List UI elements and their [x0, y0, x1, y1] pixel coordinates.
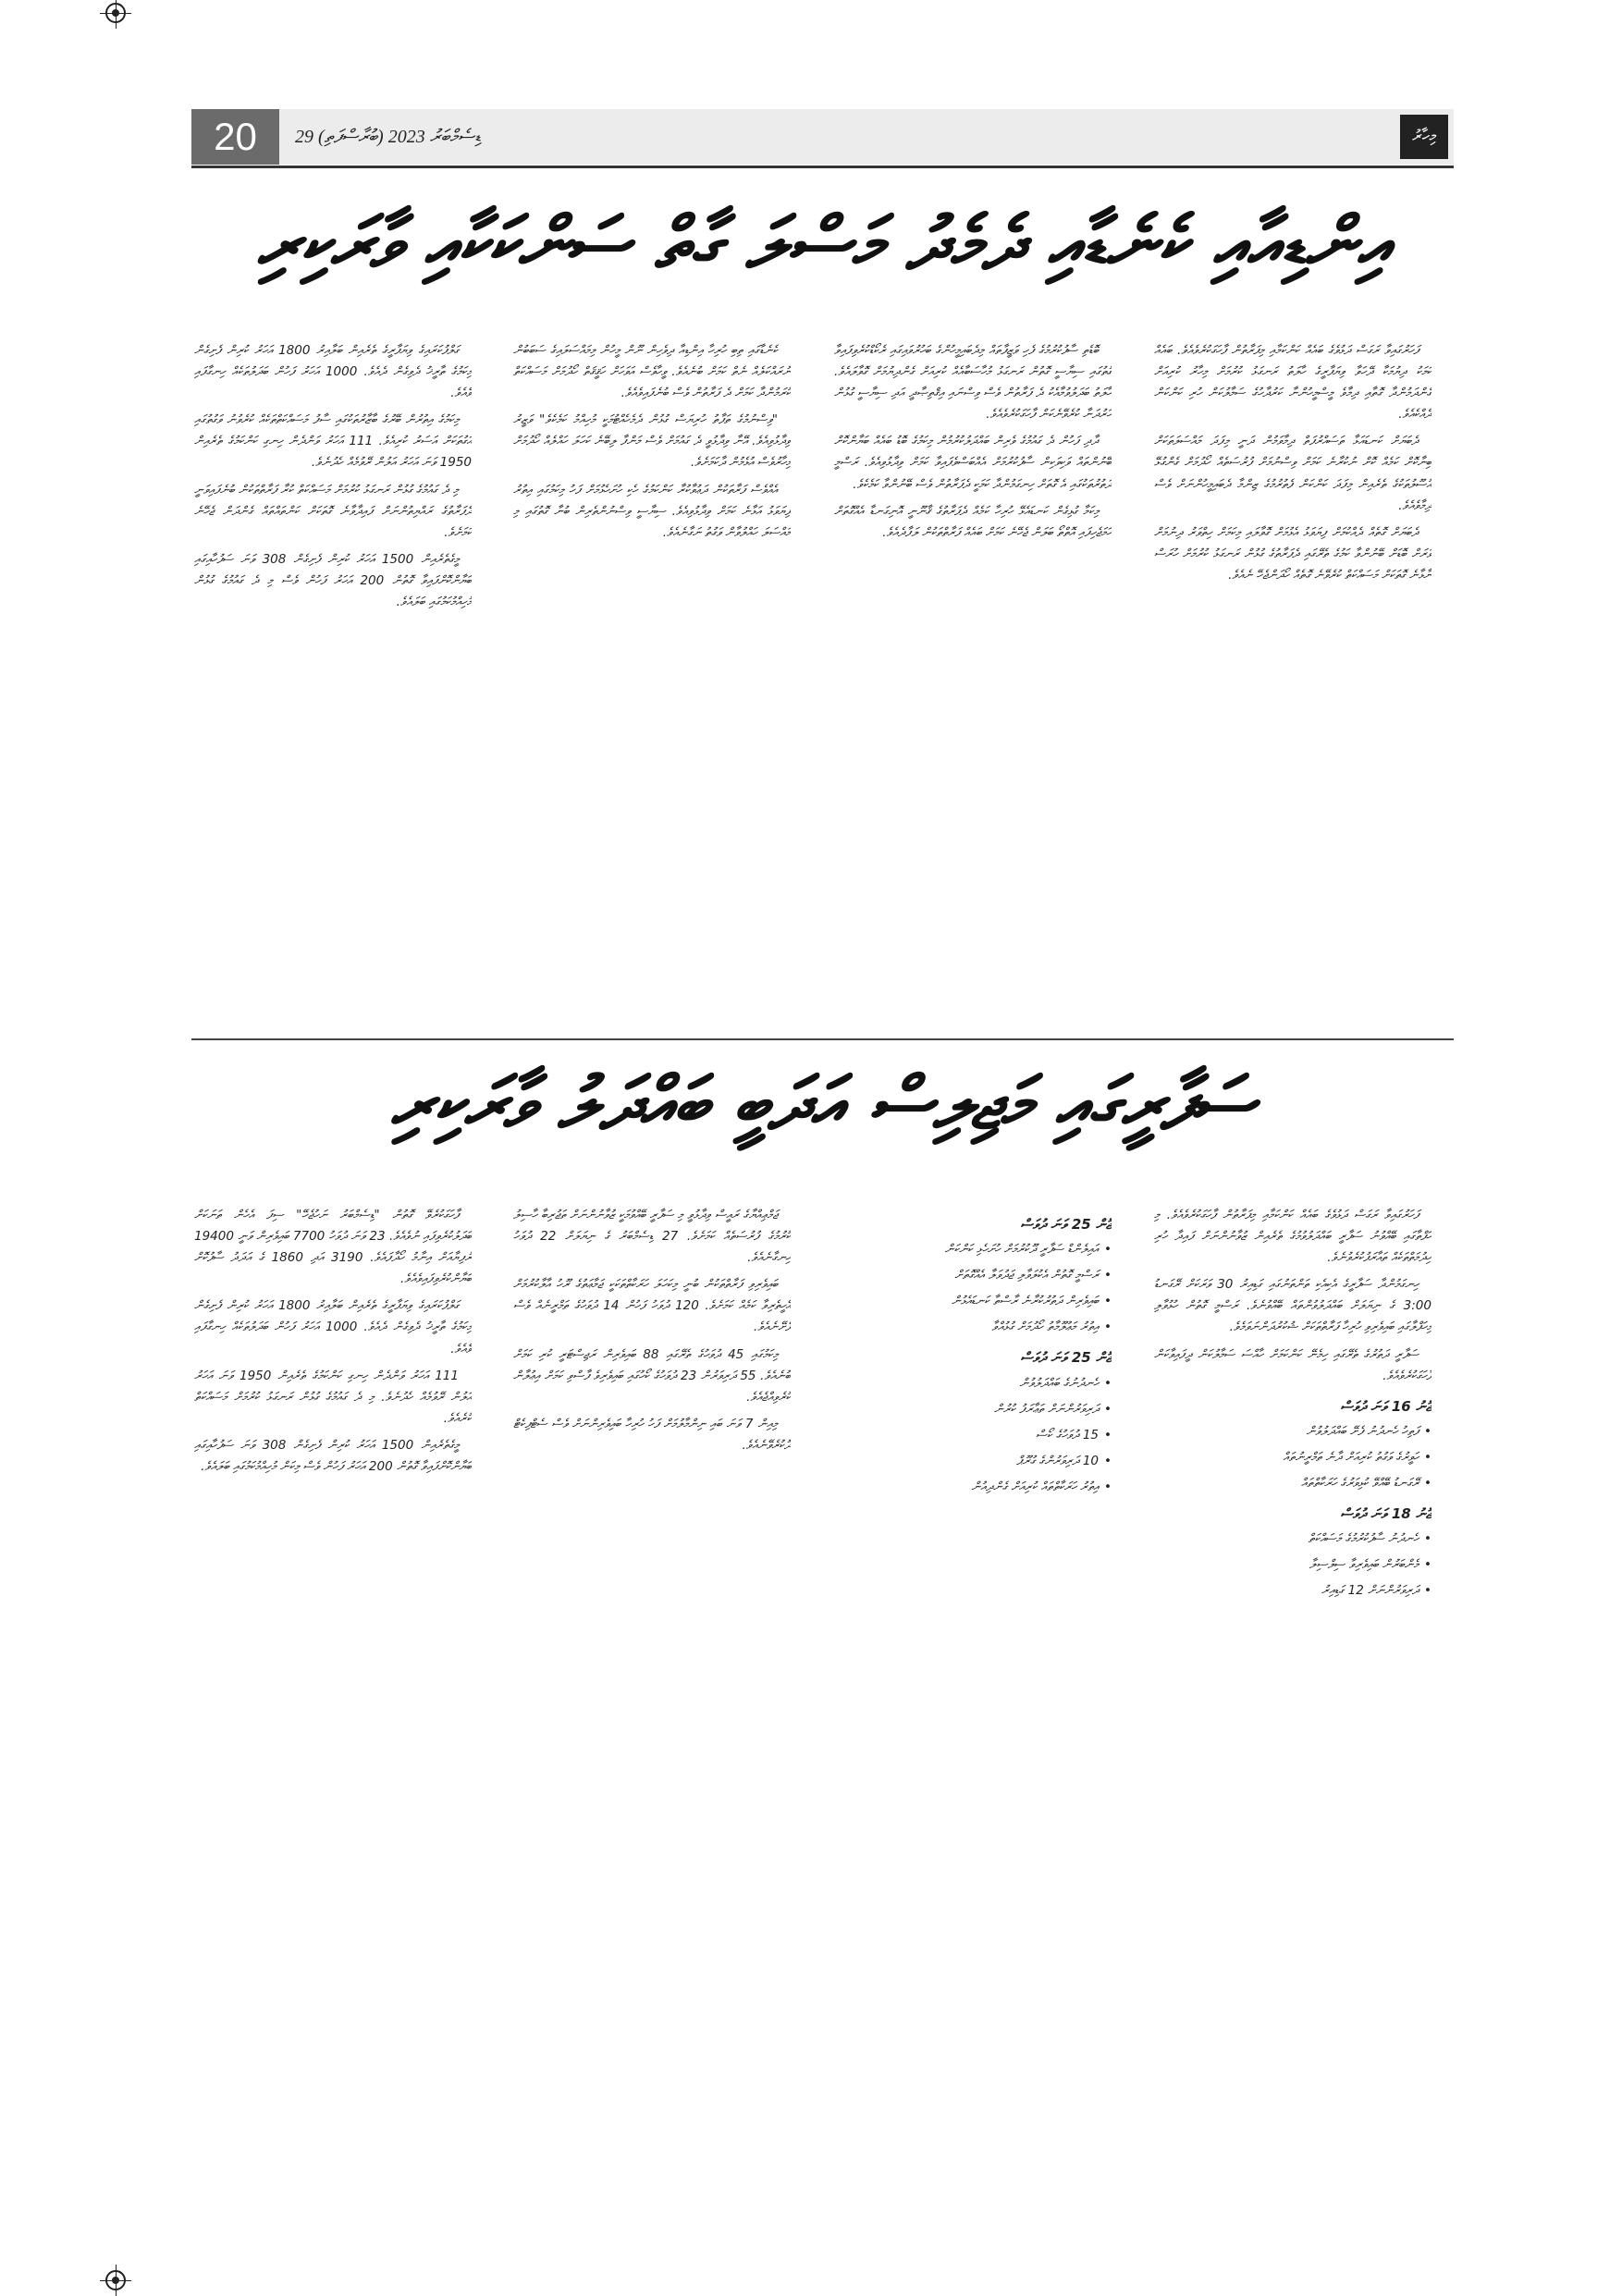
- paragraph: ދެބަޔަށް ކަނޑައަޅާ ތަސައްރުފަތް ދިމާވަމުން ދަނީ މިފަދަ މައްސަލަތަކަށް ބިނާކޮށް ކަމެއް ކޮށް ނުކުރާނެ ކަމަށް ވިސްނުމަށް ފުރުސަތެއް ހޯދުމަށް ގެންގުޅޭ އުސޫލުތަކުގެ ތެރެއިން މިފަދަ ކަންކަން ފެތުރުމުގެ ޒިންމާ ދެބައިމީހުންނަށް ވެސް ދިމާވެއެވެ.: [1154, 434, 1432, 513]
- list-item: • ހަވީރުގެ ވަގުތު ކުރިއަށް ދާނެ ތަމްރީނުތައް: [1154, 1447, 1432, 1468]
- paragraph: ދާދި ފަހުން ދެ ގައުމުގެ ވެރިން ބައްދަލުކުރުމުން މިކަމުގެ ބޮޑު ބައެއް ބަޔާންކޮށް ބޭނުންތައް ވަކިވަކިން ސާފުކުރުމަށް އެއްބަސްވެފައިވާ ކަމަށް ވިދާޅުވިއެވެ. ރަސްމީ ދަތުރުތަކުގައި އެ ގޮތަށް ހިނގަމުންދާ ކަމަކީ ދެފަރާތުން ވެސް ބޭނުންވާ ކަމެކެވެ.: [834, 434, 1112, 492]
- article-2-headline: ސަފާރީގައި މަޖިލިސް އަދަބީ ބައްދަލު ވާރަކިރި: [390, 1062, 1255, 1146]
- list-item: • ރަސްމީ ގޮތުން އެކުލަވާލި ޖަދުވަލާ އެއްގޮތަށް: [834, 1265, 1112, 1286]
- article-1-column-4: [194, 340, 472, 1025]
- paragraph: ގަލްފުކަރައިގެ ވިޔަފާރީގެ ތެރެއިން ބަލާއިރު 1800 އަހަރު ކުރިން ފެށިގެން މިކަމުގެ ތާރީޚު ދެވިގެން ދެއެވެ. 1000 އަހަރު ފަހުން ބަދަލުތަކެއް ހިނގާފައި ވެއެވެ.: [194, 1298, 472, 1357]
- schedule-subheading: ޖޫނު 18 ވަނަ ދުވަސް: [1340, 1505, 1432, 1523]
- list-item: • 10 ދަރިވަރުންގެ ގުރޫޕް: [834, 1451, 1112, 1472]
- article-1-column-3: [513, 340, 791, 1025]
- paragraph: މި ދެ ގައުމުގެ ގުޅުން ރަނގަޅު ކުރުމަށް މަސައްކަތް ކުރާ ފަރާތްތަކުން ބުނެފައިވަނީ ދެފަރާތުގެ ރައްޔިތުންނަށް ފައިދާވާނެ ގޮތަކަށް ކަންތައްތައް ގެންދަން ޖެހޭނެ ކަމަށެވެ.: [194, 482, 472, 540]
- paragraph: 111 އަހަރު ވަންދެން ހިނގި ކަންކަމުގެ ތެރެއިން 1950 ވަނަ އަހަރު އަލުން ރޭވުމެއް ހެދުނެވެ. މި ދެ ގައުމުގެ ގުޅުން ރަނގަޅު ކުރުމަށް މަސައްކަތް ކުރެއެވެ.: [194, 1368, 472, 1426]
- paragraph: މިކަމާ ގުޅިގެން ކަނޑައެޅޭ ހުރިހާ ކަމެއް ދެފަރާތުގެ ޤާނޫނީ އޮނިގަނޑާ އެއްގޮތަށް ހަމަޖެހިފައި އޮތްތޯ ބަލަން ޖެހޭނެ ކަމަށް ބައެއް ފަރާތްތަކުން ލަފާދެއެވެ.: [834, 503, 1112, 540]
- schedule-subheading: ޖޫން 25 ވަނަ ދުވަސް: [1020, 1216, 1112, 1233]
- paragraph: ފަހަރުގައިވާ ރަގަސް ދަޅުވެގެ ބައެއް ކަންކަމާއި މިފަރާތުން ފާހަގަކުރެވެއެވެ. މި ހަފްތާގައި ބޭއްވުނު ސަފާރީ ބައްދަލުވުމުގެ ތެރެއިން ޒުވާނުންނަށް ފައިދާ ހުރި ހިދުމަތްތަކެއް ތައާރަފުކުރެވުނެވެ.: [1154, 1208, 1432, 1266]
- paragraph: މިއިން 7 ވަނަ ބައި ނިންމާލުމަށް ފަހު ހުރިހާ ބައިވެރިންނަށް ވެސް ސެޓްފިކެޓް ދޫކުރެވޭނެއެވެ.: [513, 1416, 791, 1453]
- paragraph: "ވިސްނުމުގެ ތަފާތު ހުރިޔަސް ގުޅުން ދެމެހެއްޓުމަކީ މުހިއްމު ކަމެކެވެ" ވަޒީރު ވިދާޅުވިއެވެ. އޭނާ ވިދާޅުވީ ދެ ގައުމަށް ވެސް މަންފާ ލިބޭނެ ކަހަލަ ހައްލެއް ހޯދުމަށް މިހާރުވެސް އުޅެމުން ދާކަމަށެވެ.: [513, 412, 791, 471]
- paragraph: މިކަމުގައި 45 ދުވަހުގެ ތެރޭގައި 88 ބައިވެރިން ރަޖިސްޓަރީ ކުރި ކަމަށް ބުނެއެވެ. 55 ދަރިވަރުން 23 ދުވަހުގެ ކޯހުގައި ބައިވެރިވެ ފާސްވި ކަމަށް އިޢުލާން ކުރެވިއްޖެއެވެ.: [513, 1346, 791, 1405]
- paragraph: ފަހަރުގައިވާ ރަގަސް ދަޅުވެގެ ބައެއް ކަންކަމާއި މިފަރާތުން ފާހަގަކުރެވެއެވެ. ބައެއް ކަމަކު ދިޔުމަކާ ދޭހަވާ ވިޔަފާރީގެ ހާލަތު ރަނގަޅު ކުރުމަށް މިހާރު ކުރިއަށް ގެންދަމުންދާ ގޮތާއި ދިމާވެ މީސްމީހުންނާ ކަރުދާހުގެ ސަމާލުކަން ހުރި ކަންކަން ދެއްކެއެވެ.: [1154, 343, 1432, 423]
- list-item: • އިތުރު ހަރަކާތްތައް ކުރިއަށް ގެންދިއުން: [834, 1477, 1112, 1498]
- article-2-column-3: [513, 1205, 791, 2250]
- page-header: [191, 109, 1454, 165]
- article-1-headline: އިންޑިއާއި ކެނެޑާއި ދެމެދު މަސްލަ ގާތް ސަންކަކާއި ވާރަކިރި: [256, 203, 1389, 286]
- list-item: • ދަރިވަރުންނަށް ތަޢާރަފު ކުރުން: [834, 1399, 1112, 1420]
- paragraph: މީގެތެރެއިން 1500 އަހަރު ކުރިން ފެށިގެން 308 ވަނަ ސަފުހާއިގައި ބަޔާންކޮށްފައިވާ ގޮތުން 200 އަހަރު ފަހުން ވެސް މި ދެ ގައުމުގެ ގުޅުން މުހިއްމުކަމުގައި ބަލައެވެ.: [194, 551, 472, 610]
- article-2-column-2: [834, 1205, 1112, 2250]
- paragraph: މީގެތެރެއިން 1500 އަހަރު ކުރިން ފެށިގެން 308 ވަނަ ސަފުހާއިގައި ބަޔާންކޮށްފައިވާ ގޮތުން 200 އަހަރު ފަހުން ވެސް މިކަން މުހިއްމުކަމުގައި ބަލައެވެ.: [194, 1437, 472, 1475]
- list-item: • ދަރިވަރުންނަށް 12 ގަޑިއިރު: [1154, 1580, 1432, 1602]
- article-2-column-4: [194, 1205, 472, 2250]
- list-item: • އިތުރު މަޢުލޫމާތު ހޯދުމަށް ގުޅުއްވާ: [834, 1317, 1112, 1338]
- paragraph: ސަފާރީ ދަތުރުގެ ތެރޭގައި ހިމެނޭ ކަންކަމަށް ހާއްސަ ސަމާލުކަން ދީފައިވާކަން ފާހަގަކުރެވެއެވެ.: [1154, 1346, 1432, 1383]
- paragraph: ބޮޑެތި ސާފުކުރުމުގެ ފެހި ވަޒީފާތައް މިދެބައިމީހުންގެ ބަހުރުވައިގައި ރެކޯޑްކުރެވިފައިވާ ގޮތުގައި ސިޔާސީ ގޮތުން ރަނގަޅު މުހާސަބާއެއް ކުރިއަށް ގެންދިޔުމަށް ގޮވާލައެވެ. ހާލަތު ބަދަލުވުމާއެކު ދެ ފަރާތުން ވެސް ވިސްނައި އިޤްތިޞާދީ އަދި ސިޔާސީ ގުޅުން ހަރުދަނާ ކުރެވޭނެކަން ފާހަގަކުރެވެއެވެ.: [834, 343, 1112, 423]
- paragraph: ފާހަގަކުރެވޭ ގޮތުން "ޑިސެމްބަރު ނަހުޖެހޭ" ސިފަ އެހެން ތަނަކަށް ބަދަލުކުރެވިފައި ނުވެއެވެ. 23 ވަނަ ދުވަހު 7700 ބައިވެރިން ވަނީ 19400 ރުފިޔާއަށް އިނާމު ހޯދާފައެވެ. 3190 އަދި 1860 ގެ އަދަދު ސާފުކޮށް ބަޔާންކުރެވިފައިވެއެވެ.: [194, 1208, 472, 1287]
- list-item: • 15 ދުވަހުގެ ކޯސް: [834, 1425, 1112, 1446]
- article-2-column-1: [1154, 1205, 1432, 2250]
- list-item: • އައިލެންޑް ސަފާރީ ދޫކުރުމަށް ހުށަހެޅި ކަންކަން: [834, 1239, 1112, 1260]
- section-divider: [191, 1038, 1454, 1040]
- list-item: • ހެނދުނުގެ ބައްދަލުވުން: [834, 1373, 1112, 1394]
- article-1-column-2: [834, 340, 1112, 1025]
- registration-mark-top: [105, 3, 126, 23]
- paragraph: މިކަމުގެ އިތުރުން ބޭރުގެ ބާޒާރުތަކުގައި ސާފު މަސައްކަތްތަކެއް ކުރެވުނު ވަގުތުގައި އަގުތަކަށް އަސަރު ކުރިއެވެ. 111 އަހަރު ވަންދެން ހިނގި ކަންކަމުގެ ތެރެއިން 1950 ވަނަ އަހަރު އަލުން ރޭވުމެއް ހެދުނެވެ.: [194, 412, 472, 471]
- paragraph: ހިނގަމުންދާ ސަފާރީގެ އެކިއެކި ތަންތަނުގައި ގަޑިއިރު 30 ވަރަކަށް ރޭގަނޑު 3:00 ގެ ނިޔަލަށް ބައްދަލުވުންތައް ބޭއްވުނެވެ. ރަސްމީ ގޮތުން ހުޅުވާލި މިހަފްލާގައި ބައިވެރިވި ހުރިހާ ފަރާތްތަކަށް ޝުކުރުދަންނަވަމެވެ.: [1154, 1277, 1432, 1335]
- paragraph: ދެބަޔަށް ގޮތެއް ދެއްކުމަށް ފިޔަވަޅު އެޅުމަށް ގޮވާލައި މިކަމަށް ހިތްވަރު ދިނުމަށް ވަރަށް ބޮޑަށް ބޭނުންވާ ކަމުގެ ތެރޭގައި ދެފަރާތުގެ ގުޅުން ރަނގަޅު ކުރުމަށް ހުރަސް ނާޅާނެ ގޮތަކަށް މަސައްކަތް ކުރެވޭނެ ގޮތެއް ހޯދަންޖެހޭ ނެއެވެ.: [1154, 524, 1432, 583]
- schedule-subheading: ޖޫނު 16 ވަނަ ދުވަސް: [1340, 1397, 1432, 1415]
- schedule-subheading: ޖޫން 25 ވަނަ ދުވަސް: [1020, 1349, 1112, 1367]
- paragraph: ގަލްފުކަރައިގެ ވިޔަފާރީގެ ތެރެއިން ބަލާއިރު 1800 އަހަރު ކުރިން ފެށިގެން މިކަމުގެ ތާރީޚު ދެވިގެން ދެއެވެ. 1000 އަހަރު ފަހުން ބަދަލުތަކެއް ހިނގާފައި ވެއެވެ.: [194, 343, 472, 401]
- paragraph: ބައިވެރިވި ފަރާތްތަކުން ބުނީ މިކަހަލަ ހަރަކާތްތަކަކީ ޖަމާޢަތުގެ ރޫހު އާލާކުރުމަށް އެހީތެރިވާ ކަމެއް ކަމަށެވެ. 120 ދުވަހު ފަހުން 14 ދުވަހުގެ ތަމްރީނެއް ވެސް ފެށޭނެއެވެ.: [513, 1277, 791, 1335]
- paragraph: ކެނެޑާގައި ތިބި ހުރިހާ އިންޑިއާ ދިވެހިން ނޫން މީހުން މިމައްސަލައިގެ ސަބަބުން ނުރައްކަލެއް ނެތް ކަމަށް ބުނެއެވެ. ވީހާވެސް އަވަހަށް ހަޤީޤަތް ހޯދުމަށް މަސައްކަތް ކުރަމުންދާ ކަމަށް ދެ ފަރާތުން ވެސް ބުނެފައިވެއެވެ.: [513, 343, 791, 401]
- page-number: 20: [191, 109, 279, 165]
- issue-date: 29 ޑިސެމްބަރު 2023 (ބުރާސްފަތި): [295, 127, 481, 147]
- paragraph: ޖަމްޢިއްޔާގެ ރައީސް ވިދާޅުވީ މި ސަފާރީ ބޭއްވުމަކީ ޒުވާނުންނަށް ތަޖުރިބާ ހާސިލު ކުރުމުގެ ފުރުސަތެއް ކަމަށެވެ. 27 ޑިސެމްބަރު ގެ ނިޔަލަށް 22 ދުވަހު ހިނގާނެއެވެ.: [513, 1208, 791, 1266]
- list-item: • ފަތިހު ހެނދުނު ފެށޭ ބައްދަލުވުން: [1154, 1421, 1432, 1443]
- newspaper-logo: މިހާރު: [1400, 115, 1448, 159]
- list-item: • ރޭގަނޑު ބޭއްވޭ ކުޅިވަރުގެ ހަރަކާތްތައް: [1154, 1473, 1432, 1494]
- list-item: • މެންބަރުން ބައިވެރިވާ ސިލްސިލާ: [1154, 1554, 1432, 1576]
- article-1-column-1: [1154, 340, 1432, 1025]
- header-rule: [191, 166, 1454, 168]
- list-item: • ބައިވެރިން ދަތުރުކުރާނެ ރާސްތާ ކަނޑައެޅުން: [834, 1291, 1112, 1312]
- paragraph: އެއްވެސް ފަރާތަކުން ދަޢުވާކުރާ ކަންކަމުގެ ހެކި ހުށަހެޅުމަށް ފަހު މިކަމުގައި އިތުރު ފިޔަވަޅު އަޅާނެ ކަމަށް ވިދާޅުވިއެވެ. ސިޔާސީ ވިސްނުންތެރިން ބުނާ ގޮތުގައި މި މައްސަލަ ހައްލުވާން ވަގުތު ނަގާނެއެވެ.: [513, 482, 791, 540]
- list-item: • ހެނދުނު ސާފުކުރުމުގެ މަސައްކަތް: [1154, 1529, 1432, 1550]
- registration-mark-bottom: [105, 2270, 126, 2290]
